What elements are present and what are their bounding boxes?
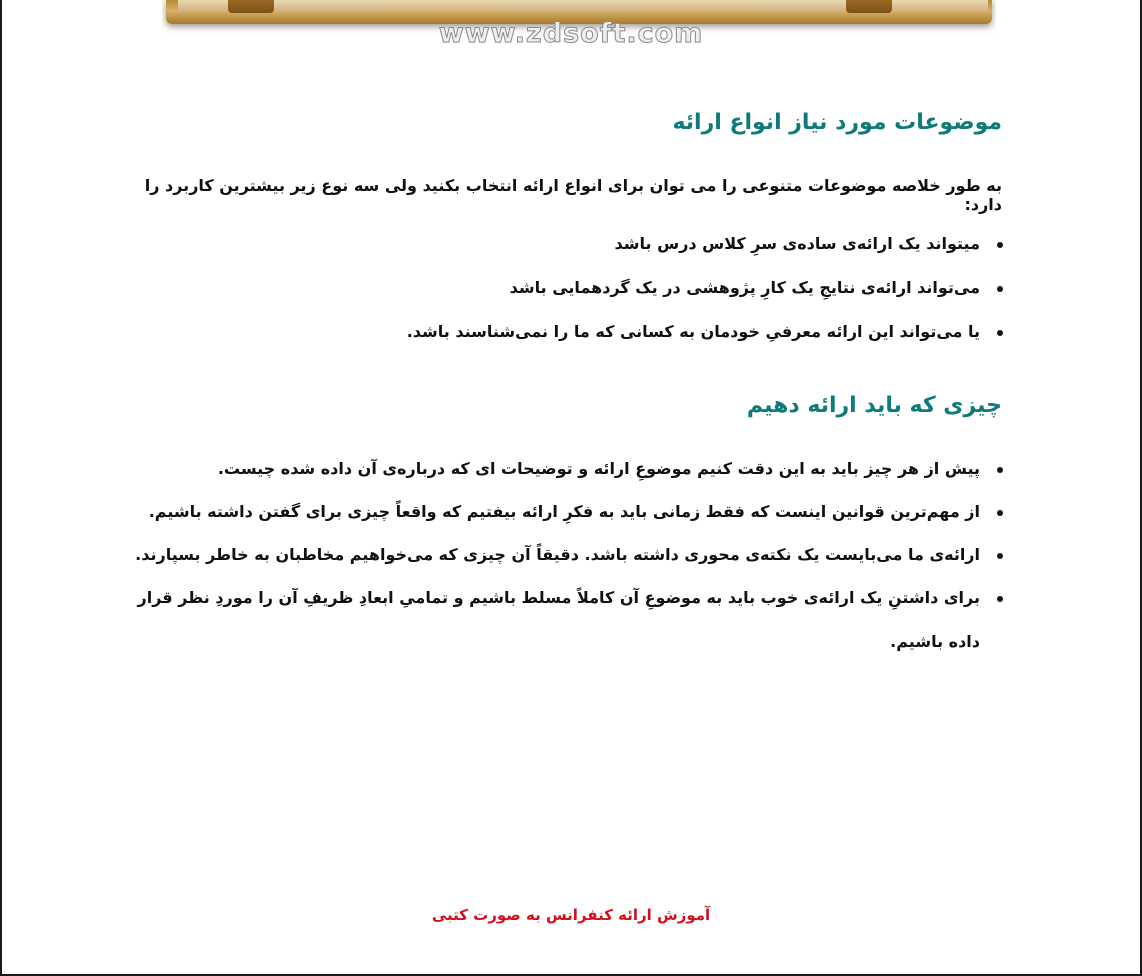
list-item: از مهم‌ترین قوانین اینست که فقط زمانی باید به فکرِ ارائه بیفتیم که واقعاً چیزی برای گفتن داشته باشیم. xyxy=(130,501,980,523)
list-item: میتواند یک ارائه‌ی ساده‌ی سرِ کلاس درس باشد xyxy=(130,233,980,255)
section-title-what-to-present: چیزی که باید ارائه دهیم xyxy=(746,393,1002,418)
guidelines-list xyxy=(130,458,980,685)
banner-clip xyxy=(846,0,892,13)
list-item: برای داشتنِ یک ارائه‌ی خوب باید به موضوعِ آن کاملاً مسلط باشیم و تمامیِ ابعادِ ظریفِ آن را موردِ نظر قرار داده باشیم. xyxy=(130,576,980,664)
watermark-text: www.zdsoft.com xyxy=(438,18,704,49)
list-item: یا می‌تواند این ارائه معرفیِ خودمان به کسانی که ما را نمی‌شناسند باشد. xyxy=(130,321,980,343)
list-item: پیش از هر چیز باید به این دقت کنیم موضوعِ ارائه و توضیحات ای که درباره‌ی آن داده شده چیست. xyxy=(130,458,980,480)
topics-list xyxy=(130,233,980,365)
list-item: می‌تواند ارائه‌ی نتایجِ یک کارِ پژوهشی در یک گردهمایی باشد xyxy=(130,277,980,299)
footer-caption: آموزش ارائه کنفرانس به صورت کتبی xyxy=(431,906,711,924)
banner-clip xyxy=(228,0,274,13)
intro-paragraph: به طور خلاصه موضوعات متنوعی را می توان برای انواع ارائه انتخاب بکنید ولی سه نوع زیر بیشترین کاربرد را دارد: xyxy=(144,176,1002,214)
section-title-topics: موضوعات مورد نیاز انواع ارائه xyxy=(672,110,1002,135)
list-item: ارائه‌ی ما می‌بایست یک نکته‌ی محوری داشته باشد. دقیقاً آن چیزی که می‌خواهیم مخاطبان به خاطر بسپارند. xyxy=(130,544,980,566)
left-border xyxy=(0,0,2,976)
